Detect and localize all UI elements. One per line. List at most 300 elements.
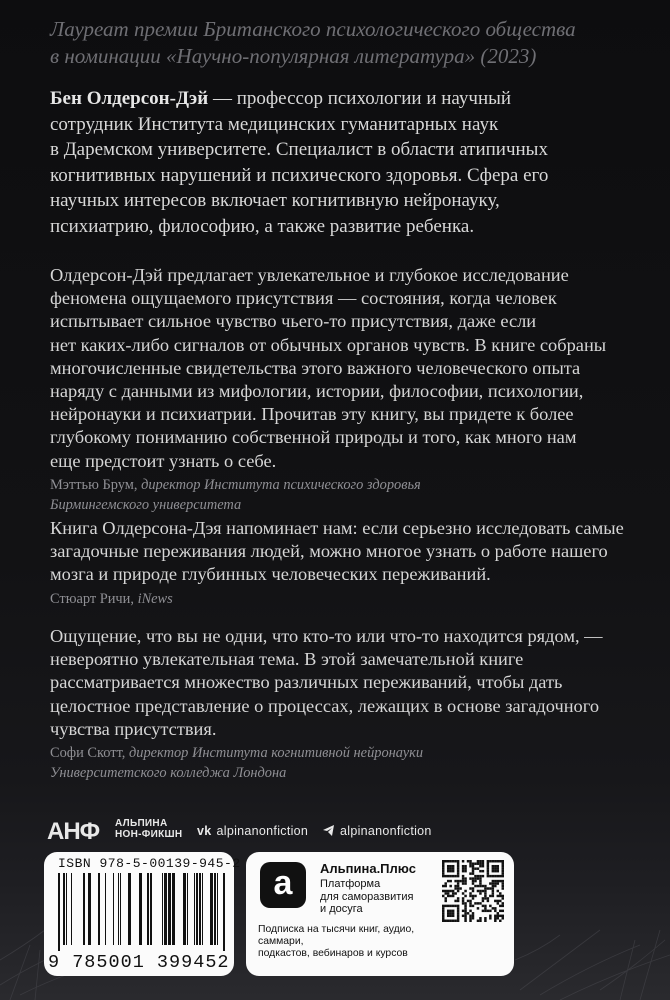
author-bio-line: научных интересов включает когнитивную нейронауку, xyxy=(50,190,500,211)
qr-module xyxy=(494,870,496,872)
qr-module xyxy=(449,860,451,862)
qr-module xyxy=(447,915,449,917)
qr-module xyxy=(497,867,499,869)
qr-module xyxy=(472,880,474,882)
qr-module xyxy=(502,897,504,899)
qr-module xyxy=(442,895,444,897)
qr-module xyxy=(442,865,444,867)
qr-module xyxy=(457,880,459,882)
qr-module xyxy=(447,890,449,892)
qr-module xyxy=(472,905,474,907)
qr-module xyxy=(454,860,456,862)
award-line: в номинации «Научно-популярная литература» (2023) xyxy=(50,44,537,68)
qr-module xyxy=(499,910,501,912)
telegram-icon xyxy=(323,825,335,836)
qr-module xyxy=(492,882,494,884)
qr-module xyxy=(482,875,484,877)
publisher-name-line: НОН-ФИКШН xyxy=(115,829,183,840)
review-line: многочисленные свидетельства этого важного человеческого опыта xyxy=(50,357,581,378)
qr-module xyxy=(492,867,494,869)
qr-module xyxy=(477,907,479,909)
qr-module xyxy=(467,912,469,914)
qr-module xyxy=(494,900,496,902)
qr-module xyxy=(502,895,504,897)
qr-module xyxy=(499,905,501,907)
review-line: феномена ощущаемого присутствия — состояния, когда человек xyxy=(50,288,557,309)
qr-module xyxy=(454,905,456,907)
qr-module xyxy=(482,862,484,864)
description-line: Платформа xyxy=(320,878,381,890)
qr-module xyxy=(502,867,504,869)
description-line: для саморазвития xyxy=(320,890,414,903)
qr-module xyxy=(469,900,471,902)
author-name: Бен Олдерсон-Дэй xyxy=(50,88,209,109)
qr-module xyxy=(474,885,476,887)
qr-module xyxy=(469,887,471,889)
qr-module xyxy=(469,872,471,874)
barcode-bar xyxy=(199,873,201,945)
qr-module xyxy=(462,877,464,879)
qr-module xyxy=(457,917,459,919)
qr-module xyxy=(449,865,451,867)
review-line: Олдерсон-Дэй предлагает увлекательное и глубокое исследование xyxy=(50,265,569,285)
barcode-bar xyxy=(98,873,100,945)
qr-module xyxy=(462,897,464,899)
alpina-plus-panel[interactable] xyxy=(246,852,514,976)
qr-module xyxy=(482,910,484,912)
qr-module xyxy=(482,900,484,902)
qr-module xyxy=(462,870,464,872)
qr-module xyxy=(497,870,499,872)
review-line: мозга и природе глубинных человеческих переживаний. xyxy=(50,564,491,585)
review-citation xyxy=(50,589,625,609)
qr-module xyxy=(484,885,486,887)
qr-module xyxy=(497,915,499,917)
review-line: глубокому пониманию собственной природы и того, как много нам xyxy=(50,427,577,448)
qr-module xyxy=(489,905,491,907)
qr-module xyxy=(462,865,464,867)
qr-module xyxy=(444,885,446,887)
qr-module xyxy=(462,900,464,902)
qr-module xyxy=(442,910,444,912)
qr-module xyxy=(472,862,474,864)
review-1 xyxy=(50,264,625,515)
qr-module xyxy=(499,892,501,894)
qr-module xyxy=(457,867,459,869)
qr-module xyxy=(469,902,471,904)
qr-module xyxy=(497,912,499,914)
qr-module xyxy=(444,897,446,899)
qr-module xyxy=(502,872,504,874)
qr-module xyxy=(477,890,479,892)
qr-module xyxy=(464,867,466,869)
qr-module xyxy=(497,882,499,884)
qr-module xyxy=(489,895,491,897)
qr-module xyxy=(487,865,489,867)
qr-module xyxy=(482,860,484,862)
qr-module xyxy=(502,875,504,877)
qr-module xyxy=(479,885,481,887)
qr-module xyxy=(462,860,464,862)
qr-module xyxy=(484,897,486,899)
qr-module xyxy=(442,890,444,892)
qr-module xyxy=(497,902,499,904)
qr-module xyxy=(447,912,449,914)
qr-module xyxy=(449,875,451,877)
qr-module xyxy=(477,875,479,877)
qr-module xyxy=(484,917,486,919)
qr-module xyxy=(497,917,499,919)
qr-module xyxy=(497,880,499,882)
qr-module xyxy=(449,920,451,922)
qr-module xyxy=(479,880,481,882)
barcode-bar xyxy=(66,873,67,945)
qr-module xyxy=(452,865,454,867)
barcode-bar xyxy=(183,873,186,945)
qr-module xyxy=(484,895,486,897)
qr-module xyxy=(467,860,469,862)
qr-module xyxy=(442,905,444,907)
qr-module xyxy=(457,910,459,912)
qr-module xyxy=(487,875,489,877)
barcode-bar xyxy=(168,873,171,945)
qr-module xyxy=(492,875,494,877)
qr-module xyxy=(464,917,466,919)
citation-role: iNews xyxy=(137,590,173,607)
author-bio xyxy=(50,86,620,239)
qr-module xyxy=(469,917,471,919)
qr-module xyxy=(489,875,491,877)
qr-module xyxy=(502,905,504,907)
barcode-bar xyxy=(217,873,218,945)
barcode-bar xyxy=(105,873,106,945)
award-note xyxy=(50,16,620,70)
qr-module xyxy=(454,887,456,889)
qr-module xyxy=(464,890,466,892)
qr-module xyxy=(442,862,444,864)
qr-module xyxy=(492,865,494,867)
qr-module xyxy=(502,917,504,919)
qr-module xyxy=(472,882,474,884)
qr-module xyxy=(452,867,454,869)
qr-module xyxy=(442,915,444,917)
qr-module xyxy=(444,905,446,907)
qr-module xyxy=(497,900,499,902)
qr-module xyxy=(494,915,496,917)
qr-module xyxy=(487,900,489,902)
qr-module xyxy=(462,902,464,904)
review-line: нейронауки и психиатрии. Прочитав эту книгу, вы придете к более xyxy=(50,404,574,425)
qr-module xyxy=(449,890,451,892)
qr-module xyxy=(442,912,444,914)
qr-module xyxy=(479,902,481,904)
qr-module xyxy=(494,860,496,862)
qr-module xyxy=(464,915,466,917)
qr-module xyxy=(489,915,491,917)
qr-module xyxy=(499,915,501,917)
qr-module xyxy=(497,875,499,877)
qr-module xyxy=(442,870,444,872)
qr-module xyxy=(457,887,459,889)
qr-module xyxy=(484,910,486,912)
citation-role: Бирмингемского университета xyxy=(50,496,242,513)
qr-module xyxy=(469,895,471,897)
qr-module xyxy=(447,865,449,867)
qr-module xyxy=(469,860,471,862)
citation-role: директор Института психического здоровья xyxy=(141,476,421,493)
qr-module xyxy=(447,870,449,872)
qr-module xyxy=(489,882,491,884)
qr-module xyxy=(494,910,496,912)
qr-module xyxy=(497,895,499,897)
qr-module xyxy=(472,917,474,919)
qr-module xyxy=(442,907,444,909)
barcode-bar xyxy=(118,873,119,945)
qr-module xyxy=(469,865,471,867)
qr-code[interactable] xyxy=(442,860,504,922)
qr-module xyxy=(497,890,499,892)
qr-module xyxy=(487,870,489,872)
qr-module xyxy=(492,880,494,882)
qr-module xyxy=(457,882,459,884)
alpina-plus-description xyxy=(320,878,430,916)
publisher-logo: АНФ xyxy=(47,818,100,845)
qr-module xyxy=(494,880,496,882)
qr-module xyxy=(477,860,479,862)
qr-module xyxy=(502,910,504,912)
review-line: испытывает сильное чувство чьего-то присутствия, даже если xyxy=(50,311,537,332)
qr-module xyxy=(457,860,459,862)
qr-module xyxy=(492,890,494,892)
qr-module xyxy=(502,870,504,872)
qr-module xyxy=(444,882,446,884)
qr-module xyxy=(489,860,491,862)
qr-module xyxy=(447,910,449,912)
qr-module xyxy=(472,865,474,867)
review-citation xyxy=(50,743,625,783)
qr-module xyxy=(487,862,489,864)
qr-module xyxy=(499,895,501,897)
qr-module xyxy=(452,890,454,892)
qr-module xyxy=(472,912,474,914)
qr-module xyxy=(502,882,504,884)
barcode-bar xyxy=(88,873,91,945)
barcode-bar xyxy=(128,873,131,945)
qr-module xyxy=(469,905,471,907)
qr-module xyxy=(442,867,444,869)
qr-module xyxy=(494,920,496,922)
qr-module xyxy=(452,860,454,862)
qr-module xyxy=(444,920,446,922)
citation-name: Стюарт Ричи, xyxy=(50,590,134,607)
qr-module xyxy=(484,887,486,889)
barcode xyxy=(58,873,226,951)
qr-module xyxy=(462,910,464,912)
qr-module xyxy=(474,862,476,864)
barcode-bar xyxy=(187,873,188,945)
qr-module xyxy=(447,867,449,869)
review-line: Книга Олдерсона-Дэя напоминает нам: если серьезно исследовать самые xyxy=(50,518,624,538)
qr-module xyxy=(484,890,486,892)
citation-role: директор Института когнитивной нейронауки xyxy=(128,745,424,762)
qr-module xyxy=(487,867,489,869)
qr-module xyxy=(494,882,496,884)
qr-module xyxy=(449,905,451,907)
citation-name: Софи Скотт, xyxy=(50,745,126,762)
publisher-bar xyxy=(47,818,647,845)
qr-module xyxy=(492,870,494,872)
qr-module xyxy=(492,860,494,862)
qr-module xyxy=(469,910,471,912)
qr-module xyxy=(477,867,479,869)
qr-module xyxy=(462,915,464,917)
isbn-text: ISBN 978-5-00139-945-2 xyxy=(58,856,241,871)
qr-module xyxy=(472,870,474,872)
qr-module xyxy=(449,867,451,869)
qr-module xyxy=(479,920,481,922)
subscription-line: подкастов, вебинаров и курсов xyxy=(258,948,408,959)
qr-module xyxy=(444,860,446,862)
qr-module xyxy=(487,860,489,862)
alpina-plus-app-icon: а xyxy=(260,862,306,908)
vk-link[interactable] xyxy=(197,824,308,838)
qr-module xyxy=(464,907,466,909)
barcode-bar xyxy=(83,873,85,945)
qr-module xyxy=(457,865,459,867)
publisher-name-line: АЛЬПИНА xyxy=(115,818,168,829)
qr-module xyxy=(464,865,466,867)
qr-module xyxy=(457,875,459,877)
qr-module xyxy=(472,867,474,869)
qr-module xyxy=(464,870,466,872)
qr-module xyxy=(447,920,449,922)
review-line: загадочные переживания людей, можно многое узнать о работе нашего xyxy=(50,541,608,562)
barcode-bar xyxy=(196,873,198,945)
author-bio-line: психиатрию, философию, а также развитие ребенка. xyxy=(50,215,475,237)
qr-module xyxy=(442,917,444,919)
qr-module xyxy=(449,910,451,912)
barcode-bar xyxy=(71,873,72,945)
qr-module xyxy=(462,867,464,869)
qr-module xyxy=(479,862,481,864)
qr-module xyxy=(492,895,494,897)
qr-module xyxy=(457,912,459,914)
qr-module xyxy=(502,860,504,862)
qr-module xyxy=(457,907,459,909)
review-line: рассматривается множество различных переживаний, чтобы дать xyxy=(50,672,563,693)
qr-module xyxy=(487,887,489,889)
qr-module xyxy=(452,920,454,922)
qr-module xyxy=(474,902,476,904)
qr-module xyxy=(479,877,481,879)
qr-module xyxy=(449,870,451,872)
review-citation xyxy=(50,475,625,515)
barcode-bar xyxy=(172,873,175,945)
qr-module xyxy=(479,892,481,894)
qr-module xyxy=(472,897,474,899)
qr-module xyxy=(454,920,456,922)
qr-module xyxy=(472,895,474,897)
qr-module xyxy=(484,905,486,907)
qr-module xyxy=(474,877,476,879)
qr-module xyxy=(494,917,496,919)
qr-module xyxy=(464,880,466,882)
qr-module xyxy=(447,895,449,897)
qr-module xyxy=(494,867,496,869)
qr-module xyxy=(479,870,481,872)
qr-module xyxy=(479,860,481,862)
qr-module xyxy=(472,877,474,879)
author-bio-text: — профессор психологии и научный xyxy=(208,88,512,109)
qr-module xyxy=(499,875,501,877)
barcode-bar xyxy=(120,873,121,945)
barcode-bar xyxy=(113,873,114,945)
qr-module xyxy=(462,875,464,877)
qr-module xyxy=(462,882,464,884)
qr-module xyxy=(492,885,494,887)
barcode-bar xyxy=(147,873,149,945)
qr-module xyxy=(442,872,444,874)
qr-module xyxy=(477,862,479,864)
qr-module xyxy=(477,885,479,887)
qr-module xyxy=(497,865,499,867)
qr-module xyxy=(502,862,504,864)
qr-module xyxy=(462,880,464,882)
vk-handle: alpinanonfiction xyxy=(216,824,309,838)
qr-module xyxy=(452,892,454,894)
qr-module xyxy=(494,885,496,887)
qr-module xyxy=(494,875,496,877)
qr-module xyxy=(442,885,444,887)
citation-role: Университетского колледжа Лондона xyxy=(50,765,287,782)
barcode-bar xyxy=(194,873,195,945)
vk-icon: vk xyxy=(197,824,212,838)
qr-module xyxy=(457,915,459,917)
qr-module xyxy=(452,915,454,917)
qr-module xyxy=(489,910,491,912)
qr-module xyxy=(484,920,486,922)
qr-module xyxy=(457,870,459,872)
review-line: Ощущение, что вы не одни, что кто-то или что-то находится рядом, — xyxy=(50,626,603,646)
qr-module xyxy=(484,907,486,909)
qr-module xyxy=(482,897,484,899)
qr-module xyxy=(454,892,456,894)
qr-module xyxy=(502,880,504,882)
qr-module xyxy=(454,875,456,877)
qr-module xyxy=(482,870,484,872)
qr-module xyxy=(452,895,454,897)
qr-module xyxy=(474,880,476,882)
author-bio-line xyxy=(50,86,620,112)
barcode-bar xyxy=(63,873,65,945)
qr-module xyxy=(464,912,466,914)
telegram-link[interactable] xyxy=(323,824,432,838)
qr-module xyxy=(442,860,444,862)
qr-module xyxy=(449,885,451,887)
qr-module xyxy=(452,905,454,907)
barcode-bar xyxy=(210,873,213,945)
qr-module xyxy=(454,900,456,902)
qr-module xyxy=(449,895,451,897)
qr-module xyxy=(464,895,466,897)
qr-module xyxy=(457,872,459,874)
alpina-plus-title: Альпина.Плюс xyxy=(320,861,416,876)
qr-module xyxy=(444,890,446,892)
qr-module xyxy=(454,885,456,887)
qr-module xyxy=(457,900,459,902)
qr-module xyxy=(492,907,494,909)
qr-module xyxy=(469,862,471,864)
